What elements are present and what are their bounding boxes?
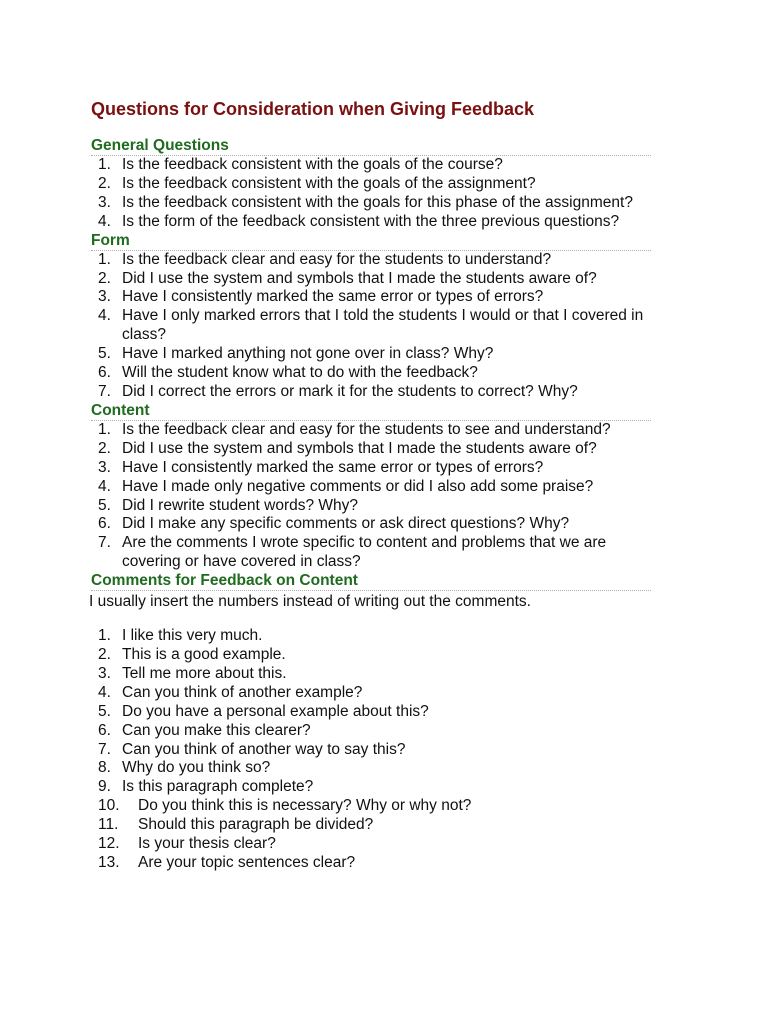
list-item	[91, 816, 651, 835]
list-item	[91, 251, 651, 270]
list-item	[91, 665, 651, 684]
item-number: 3.	[98, 193, 111, 211]
section-intro-text: I usually insert the numbers instead of writing out the comments.	[89, 593, 531, 611]
list-item	[91, 383, 651, 402]
item-number: 2.	[98, 174, 111, 192]
section-heading-form: Form	[91, 232, 651, 251]
list-item	[91, 534, 651, 572]
item-text: Are your topic sentences clear?	[138, 854, 356, 871]
list-item	[91, 156, 651, 175]
feedback-comments-list	[91, 627, 651, 797]
item-text: Have I consistently marked the same error or types of errors?	[122, 458, 544, 476]
list-item	[91, 778, 651, 797]
item-number: 12.	[98, 835, 120, 853]
list-item	[91, 627, 651, 646]
item-text: Did I correct the errors or mark it for the students to correct? Why?	[122, 382, 578, 400]
item-text: Have I made only negative comments or did I also add some praise?	[122, 477, 594, 495]
item-text: I like this very much.	[122, 627, 263, 645]
item-text: Can you make this clearer?	[122, 721, 311, 739]
item-number: 6.	[98, 364, 111, 382]
list-item	[91, 270, 651, 289]
item-text: Did I make any specific comments or ask direct questions? Why?	[122, 515, 570, 533]
item-number: 1.	[98, 156, 111, 173]
section-comments-for-feedback	[91, 572, 651, 873]
item-number: 7.	[98, 740, 111, 758]
item-text: Is your thesis clear?	[138, 835, 276, 853]
item-text: Can you think of another way to say this?	[122, 740, 406, 758]
section-heading-comments-for-feedback: Comments for Feedback on Content	[91, 572, 651, 591]
list-item	[91, 684, 651, 703]
item-number: 4.	[98, 307, 111, 325]
list-item	[91, 515, 651, 534]
content-questions-list	[91, 421, 651, 572]
item-number: 3.	[98, 664, 111, 682]
section-heading-general-questions: General Questions	[91, 137, 651, 156]
item-number: 6.	[98, 515, 111, 533]
general-questions-list	[91, 156, 651, 232]
item-number: 3.	[98, 458, 111, 476]
item-number: 4.	[98, 683, 111, 701]
list-item	[91, 797, 651, 816]
list-item	[91, 194, 651, 213]
list-item	[91, 307, 651, 345]
list-item	[91, 741, 651, 760]
section-heading-content: Content	[91, 402, 651, 421]
item-text: This is a good example.	[122, 646, 286, 664]
item-number: 7.	[98, 534, 111, 552]
list-item	[91, 175, 651, 194]
item-text: Have I marked anything not gone over in class? Why?	[122, 345, 494, 363]
item-text: Have I consistently marked the same error or types of errors?	[122, 288, 544, 306]
item-number: 3.	[98, 288, 111, 306]
item-number: 1.	[98, 627, 111, 645]
feedback-comments-list-continued	[91, 797, 651, 873]
section-general-questions	[91, 137, 651, 232]
item-number: 11.	[98, 816, 119, 834]
list-item	[91, 478, 651, 497]
item-text: Do you think this is necessary? Why or why not?	[138, 797, 472, 815]
item-text: Is the feedback consistent with the goals of the course?	[122, 156, 503, 173]
item-text: Are the comments I wrote specific to content and problems that we are covering or have covered in class?	[122, 534, 607, 571]
section-form	[91, 232, 651, 402]
item-text: Have I only marked errors that I told the students I would or that I covered in class?	[122, 307, 644, 344]
item-text: Will the student know what to do with the feedback?	[122, 364, 478, 382]
form-questions-list	[91, 251, 651, 402]
item-text: Is the feedback clear and easy for the students to see and understand?	[122, 420, 611, 438]
item-text: Did I use the system and symbols that I made the students aware of?	[122, 439, 597, 457]
item-number: 1.	[98, 420, 111, 438]
list-item	[91, 213, 651, 232]
document-page	[91, 97, 651, 873]
item-text: Did I rewrite student words? Why?	[122, 496, 359, 514]
item-number: 5.	[98, 345, 111, 363]
list-item	[91, 497, 651, 516]
list-item	[91, 364, 651, 383]
item-text: Is the feedback consistent with the goals for this phase of the assignment?	[122, 193, 633, 211]
item-number: 4.	[98, 212, 111, 230]
item-number: 13.	[98, 854, 120, 871]
item-number: 5.	[98, 496, 111, 514]
list-item	[91, 835, 651, 854]
item-text: Why do you think so?	[122, 759, 271, 777]
item-number: 9.	[98, 778, 111, 796]
item-number: 8.	[98, 759, 111, 777]
item-number: 6.	[98, 721, 111, 739]
list-item	[91, 421, 651, 440]
item-number: 1.	[98, 250, 111, 268]
list-item	[91, 722, 651, 741]
item-number: 5.	[98, 702, 111, 720]
item-number: 7.	[98, 382, 111, 400]
item-text: Can you think of another example?	[122, 683, 363, 701]
item-text: Is the feedback consistent with the goals of the assignment?	[122, 174, 536, 192]
list-item	[91, 440, 651, 459]
document-title: Questions for Consideration when Giving Feedback	[91, 99, 535, 119]
item-text: Do you have a personal example about this?	[122, 702, 429, 720]
item-text: Tell me more about this.	[122, 664, 287, 682]
list-item	[91, 288, 651, 307]
list-item	[91, 345, 651, 364]
item-text: Is the feedback clear and easy for the students to understand?	[122, 250, 552, 268]
item-number: 2.	[98, 439, 111, 457]
list-item	[91, 854, 651, 873]
item-text: Did I use the system and symbols that I made the students aware of?	[122, 269, 597, 287]
item-number: 2.	[98, 646, 111, 664]
item-text: Should this paragraph be divided?	[138, 816, 374, 834]
item-number: 2.	[98, 269, 111, 287]
item-text: Is this paragraph complete?	[122, 778, 314, 796]
section-content	[91, 402, 651, 572]
list-item	[91, 703, 651, 722]
item-number: 4.	[98, 477, 111, 495]
list-item	[91, 459, 651, 478]
list-item	[91, 646, 651, 665]
item-number: 10.	[98, 797, 120, 815]
item-text: Is the form of the feedback consistent with the three previous questions?	[122, 212, 620, 230]
list-item	[91, 759, 651, 778]
